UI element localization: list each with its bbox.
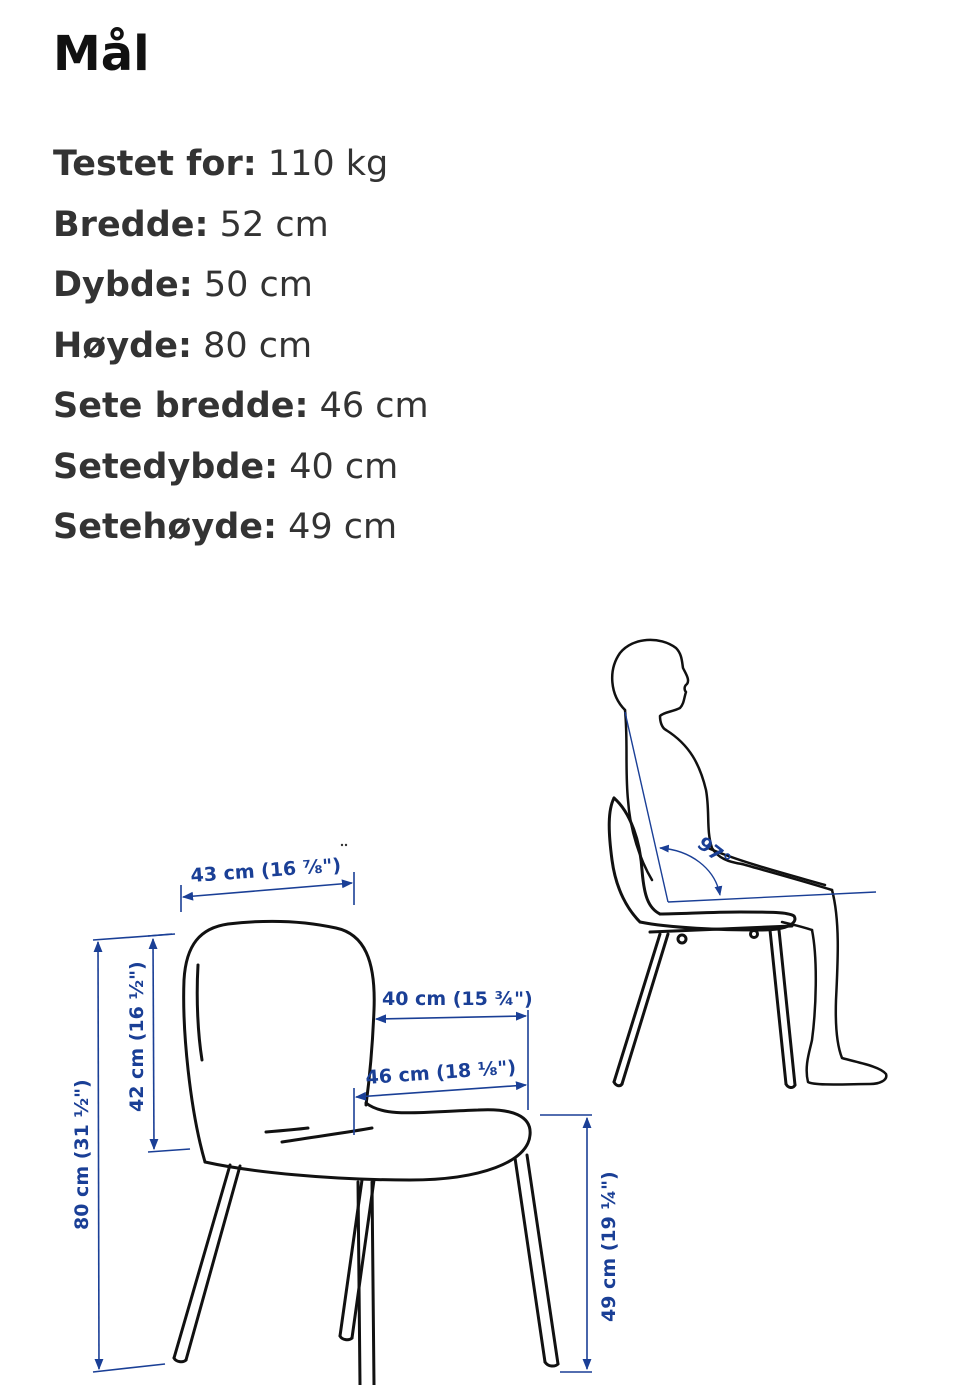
spec-list [53, 138, 429, 562]
dim-seat-width-label: 46 cm (18 ⅛") [364, 1056, 517, 1089]
spec-value: 52 cm [219, 204, 329, 245]
spec-value: 110 kg [267, 144, 389, 184]
dim-seat-depth-label: 40 cm (15 ¾") [382, 988, 533, 1010]
dim-total-height-label: 80 cm (31 ½") [71, 1079, 93, 1230]
angle-guides [625, 712, 876, 902]
spec-value: 49 cm [288, 507, 398, 547]
spec-row-testet-for [53, 138, 429, 199]
page-title: Mål [53, 26, 150, 82]
spec-label: Setehøyde: [53, 507, 277, 547]
spec-label: Sete bredde: [53, 386, 309, 426]
seated-person-drawing [612, 640, 886, 1085]
spec-row-bredde [53, 199, 429, 260]
speck-mark [341, 844, 343, 846]
spec-row-setedybde [53, 441, 429, 502]
spec-row-setehoyde [53, 501, 429, 562]
spec-row-dybde [53, 259, 429, 320]
spec-value: 46 cm [319, 386, 429, 426]
angle-label: 97° [692, 832, 735, 873]
spec-label: Bredde: [53, 204, 209, 245]
spec-value: 50 cm [203, 265, 313, 305]
dimension-lines [93, 872, 592, 1372]
dim-back-height-label: 42 cm (16 ½") [126, 961, 148, 1112]
spec-label: Dybde: [53, 265, 193, 305]
dim-seat-height-label: 49 cm (19 ¼") [598, 1171, 620, 1322]
spec-row-sete-bredde [53, 380, 429, 441]
spec-label: Testet for: [53, 144, 257, 184]
spec-label: Setedybde: [53, 446, 279, 487]
spec-value: 80 cm [203, 325, 313, 366]
spec-row-hoyde [53, 320, 429, 381]
speck-mark [345, 844, 347, 846]
dimension-drawing [0, 600, 960, 1385]
spec-value: 40 cm [289, 446, 399, 487]
dim-top-width-label: 43 cm (16 ⅞") [189, 854, 342, 887]
spec-label: Høyde: [53, 325, 192, 366]
